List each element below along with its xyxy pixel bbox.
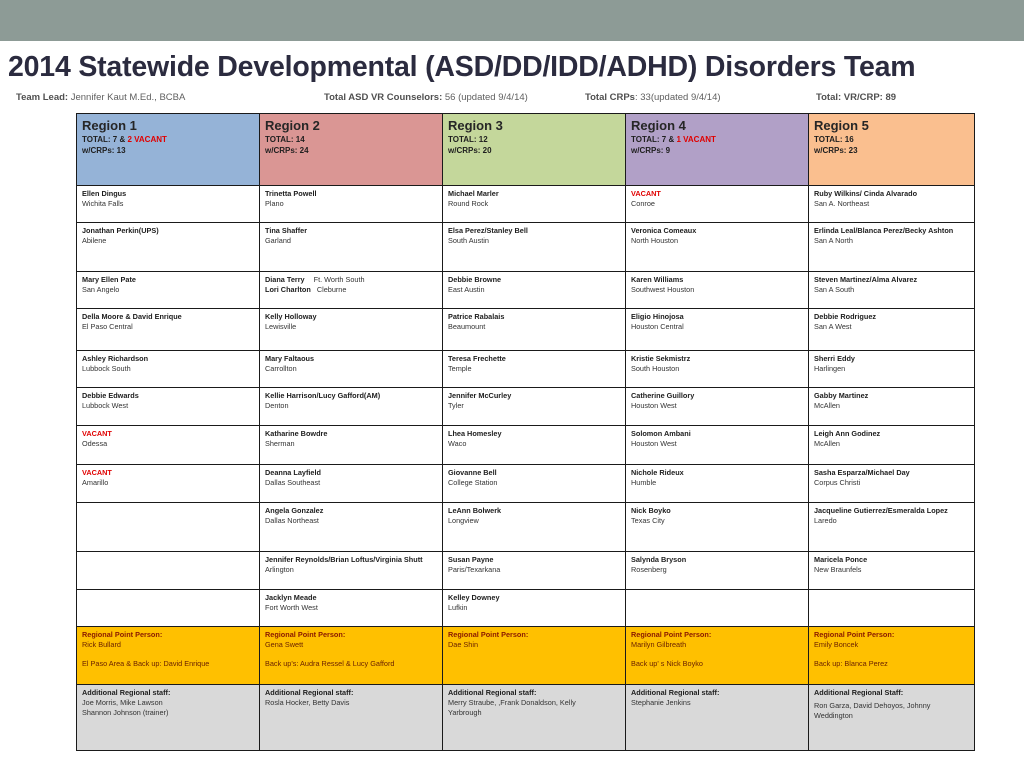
counselor-location: Beaumount (448, 322, 486, 332)
regions-table-body (77, 114, 975, 751)
staff-cell (809, 186, 975, 223)
counselor-name: LeAnn Bolwerk (448, 506, 502, 515)
counselor-name: Leigh Ann Godinez (814, 429, 881, 438)
counselor-location: Dallas Southeast (265, 478, 321, 488)
counselor-name: Mary Ellen Pate (82, 275, 136, 284)
counselor-name: Ellen Dingus (82, 189, 127, 198)
counselor-name: Kristie Sekmistrz (631, 354, 691, 363)
additional-staff-names-cont: Shannon Johnson (trainer) (82, 708, 169, 718)
point-person-name: Dae Shin (448, 640, 479, 650)
counselor-name (265, 275, 437, 285)
staff-cell (443, 388, 626, 426)
counselor-name: VACANT (82, 429, 112, 438)
counselor-name: Kellie Harrison/Lucy Gafford(AM) (265, 391, 381, 400)
counselor-location: Odessa (82, 439, 108, 449)
staff-cell (77, 590, 260, 627)
staff-cell (77, 465, 260, 503)
counselor-location: Garland (265, 236, 291, 246)
point-person-cell (443, 627, 626, 685)
crps-total: Total CRPs: 33(updated 9/4/14) (585, 92, 721, 103)
region-name: Region 4 (631, 118, 686, 133)
staff-cell (260, 223, 443, 272)
spacer (814, 650, 969, 659)
counselor-location: Laredo (814, 516, 837, 526)
staff-cell (260, 272, 443, 309)
staff-cell (809, 590, 975, 627)
additional-staff-row (77, 685, 975, 751)
point-person-label: Regional Point Person: (265, 630, 346, 639)
counselor-name: Gabby Martinez (814, 391, 869, 400)
counselor-name: Debbie Browne (448, 275, 502, 284)
staff-cell (260, 503, 443, 552)
counselor-location: Round Rock (448, 199, 489, 209)
staff-cell (626, 426, 809, 465)
counselor-name: Eligio Hinojosa (631, 312, 684, 321)
point-person-cell (260, 627, 443, 685)
additional-staff-cell (626, 685, 809, 751)
point-person-cell (77, 627, 260, 685)
counselor-location: Houston Central (631, 322, 684, 332)
staff-cell (443, 223, 626, 272)
point-person-name: Emily Boncek (814, 640, 859, 650)
counselor-location: Ft. Worth South (313, 275, 365, 284)
point-person-name: Rick Bullard (82, 640, 121, 650)
staff-cell (626, 223, 809, 272)
staff-cell (77, 351, 260, 388)
counselor-name: Karen Williams (631, 275, 684, 284)
spacer (265, 650, 437, 659)
region-header-cell (77, 114, 260, 186)
staff-cell (443, 503, 626, 552)
point-person-label: Regional Point Person: (448, 630, 529, 639)
spacer (82, 650, 254, 659)
additional-staff-names: Joe Morris, Mike Lawson (82, 698, 163, 708)
counselor-name: Giovanne Bell (448, 468, 497, 477)
staff-cell (260, 426, 443, 465)
staff-cell (77, 552, 260, 590)
counselor-name: Solomon Ambani (631, 429, 691, 438)
staff-cell (809, 272, 975, 309)
counselor-name: Tina Shaffer (265, 226, 308, 235)
region-crps: w/CRPs: 20 (448, 146, 492, 155)
counselor-location: Sherman (265, 439, 295, 449)
staff-cell (809, 351, 975, 388)
staff-cell (626, 552, 809, 590)
staff-row (77, 388, 975, 426)
staff-cell (77, 388, 260, 426)
counselor-location: Amarillo (82, 478, 109, 488)
additional-staff-cell (260, 685, 443, 751)
counselor-name: Jennifer Reynolds/Brian Loftus/Virginia Shutt (265, 555, 423, 564)
counselor-location: Harlingen (814, 364, 846, 374)
staff-cell (626, 388, 809, 426)
staff-cell (809, 426, 975, 465)
staff-cell (260, 186, 443, 223)
spacer (631, 650, 803, 659)
counselor-name: Ashley Richardson (82, 354, 149, 363)
staff-cell (77, 426, 260, 465)
staff-cell (260, 590, 443, 627)
region-total: TOTAL: 7 & (82, 135, 128, 144)
region-name: Region 5 (814, 118, 869, 133)
region-name: Region 1 (82, 118, 137, 133)
region-total: TOTAL: 14 (265, 135, 305, 144)
additional-staff-label: Additional Regional staff: (631, 688, 720, 697)
additional-staff-names: Ron Garza, David Dehoyos, Johnny (814, 701, 931, 711)
counselor-location: San A. Northeast (814, 199, 870, 209)
staff-row (77, 590, 975, 627)
counselor-location: Cleburne (316, 285, 347, 295)
staff-cell (626, 351, 809, 388)
counselor-name: Diana Terry (265, 275, 305, 284)
counselor-name: Sasha Esparza/Michael Day (814, 468, 910, 477)
point-person-name: Marilyn Gilbreath (631, 640, 687, 650)
point-person-label: Regional Point Person: (814, 630, 895, 639)
counselor-location: Lewisville (265, 322, 297, 332)
counselor-name: VACANT (631, 189, 661, 198)
counselor-location: Carrollton (265, 364, 297, 374)
counselor-name: Lori Charlton (265, 285, 311, 295)
point-person-backup: Back up: Blanca Perez (814, 659, 888, 669)
additional-staff-names: Stephanie Jenkins (631, 698, 691, 708)
counselor-location: Corpus Christi (814, 478, 861, 488)
staff-cell (809, 309, 975, 351)
top-banner (0, 0, 1024, 41)
counselor-name: Jonathan Perkin(UPS) (82, 226, 159, 235)
staff-cell (809, 223, 975, 272)
additional-staff-cell (443, 685, 626, 751)
additional-staff-label: Additional Regional staff: (265, 688, 354, 697)
staff-cell (626, 272, 809, 309)
staff-cell (260, 309, 443, 351)
region-header-cell (443, 114, 626, 186)
counselor-location: Houston West (631, 439, 677, 449)
point-person-backup: El Paso Area & Back up: David Enrique (82, 659, 210, 669)
staff-row (77, 503, 975, 552)
counselor-location: San A West (814, 322, 852, 332)
region-crps: w/CRPs: 23 (814, 146, 858, 155)
region-vacant-count: 2 VACANT (127, 135, 167, 144)
point-person-label: Regional Point Person: (82, 630, 163, 639)
counselor-location: McAllen (814, 439, 840, 449)
counselor-location: Temple (448, 364, 472, 374)
region-crps: w/CRPs: 9 (631, 146, 671, 155)
staff-cell (77, 223, 260, 272)
additional-staff-cell (77, 685, 260, 751)
region-crps: w/CRPs: 24 (265, 146, 309, 155)
counselor-location: Wichita Falls (82, 199, 124, 209)
counselor-name: Mary Faltaous (265, 354, 315, 363)
staff-cell (443, 186, 626, 223)
counselor-name: Nichole Rideux (631, 468, 684, 477)
counselor-location: Southwest Houston (631, 285, 695, 295)
counselor-location: Arlington (265, 565, 294, 575)
counselor-location: Texas City (631, 516, 665, 526)
staff-cell (260, 552, 443, 590)
staff-cell (443, 552, 626, 590)
region-vacant-count: 1 VACANT (676, 135, 716, 144)
additional-staff-names: Rosla Hocker, Betty Davis (265, 698, 350, 708)
counselor-name: Lhea Homesley (448, 429, 502, 438)
counselor-location: Humble (631, 478, 657, 488)
region-total: TOTAL: 12 (448, 135, 488, 144)
staff-row (77, 465, 975, 503)
counselor-name: Ruby Wilkins/ Cinda Alvarado (814, 189, 918, 198)
staff-cell (626, 465, 809, 503)
staff-row (77, 426, 975, 465)
counselor-name: Veronica Comeaux (631, 226, 697, 235)
staff-cell (260, 351, 443, 388)
region-header-cell (626, 114, 809, 186)
staff-cell (443, 309, 626, 351)
staff-cell (809, 388, 975, 426)
staff-cell (809, 465, 975, 503)
counselor-name: Jennifer McCurley (448, 391, 512, 400)
staff-row (77, 223, 975, 272)
counselor-location: Denton (265, 401, 289, 411)
point-person-backup: Back up' s Nick Boyko (631, 659, 703, 669)
additional-staff-cell (809, 685, 975, 751)
staff-cell (77, 272, 260, 309)
additional-staff-names-cont: Yarbrough (448, 708, 482, 718)
counselor-location: Waco (448, 439, 467, 449)
point-person-row (77, 627, 975, 685)
point-person-cell (626, 627, 809, 685)
counselor-location: Abilene (82, 236, 107, 246)
staff-cell (260, 388, 443, 426)
point-person-name: Gena Swett (265, 640, 304, 650)
staff-row (77, 309, 975, 351)
counselor-name: Kelley Downey (448, 593, 500, 602)
counselor-location: Lufkin (448, 603, 468, 613)
staff-row (77, 186, 975, 223)
vr-crp-total: Total: VR/CRP: 89 (816, 92, 897, 103)
counselor-name: Susan Payne (448, 555, 494, 564)
staff-cell (809, 552, 975, 590)
region-header-row (77, 114, 975, 186)
staff-cell (626, 309, 809, 351)
counselor-name: Teresa Frechette (448, 354, 506, 363)
point-person-backup: Back up's: Audra Ressel & Lucy Gafford (265, 659, 395, 669)
counselor-name: Jacklyn Meade (265, 593, 317, 602)
counselor-name: Steven Martinez/Alma Alvarez (814, 275, 918, 284)
counselor-location: Tyler (448, 401, 464, 411)
regions-table (76, 113, 975, 751)
counselor-name: VACANT (82, 468, 112, 477)
counselor-name: Nick Boyko (631, 506, 671, 515)
staff-cell (443, 465, 626, 503)
counselor-name-2 (265, 285, 437, 295)
staff-cell (443, 351, 626, 388)
staff-row (77, 552, 975, 590)
counselor-name: Deanna Layfield (265, 468, 321, 477)
additional-staff-label: Additional Regional staff: (448, 688, 537, 697)
counselor-name: Debbie Edwards (82, 391, 139, 400)
counselor-location: Longview (448, 516, 479, 526)
counselor-location: North Houston (631, 236, 679, 246)
counselor-location: Paris/Texarkana (448, 565, 501, 575)
region-header-cell (809, 114, 975, 186)
counselor-name: Katharine Bowdre (265, 429, 328, 438)
additional-staff-label: Additional Regional Staff: (814, 688, 904, 697)
counselor-name: Della Moore & David Enrique (82, 312, 182, 321)
staff-cell (443, 272, 626, 309)
counselor-location: South Austin (448, 236, 489, 246)
counselor-location: Fort Worth West (265, 603, 318, 613)
counselor-location: Lubbock South (82, 364, 131, 374)
counselor-location: Rosenberg (631, 565, 667, 575)
counselor-name: Jacqueline Gutierrez/Esmeralda Lopez (814, 506, 948, 515)
counselor-name: Angela Gonzalez (265, 506, 324, 515)
staff-cell (443, 426, 626, 465)
counselor-location: El Paso Central (82, 322, 133, 332)
team-lead: Team Lead: Jennifer Kaut M.Ed., BCBA (16, 92, 186, 103)
counselor-location: Houston West (631, 401, 677, 411)
counselor-location: New Braunfels (814, 565, 862, 575)
staff-cell (809, 503, 975, 552)
counselor-name: Maricela Ponce (814, 555, 868, 564)
staff-row (77, 272, 975, 309)
point-person-cell (809, 627, 975, 685)
counselors-total: Total ASD VR Counselors: 56 (updated 9/4/14) (324, 92, 528, 103)
counselor-location: Lubbock West (82, 401, 129, 411)
staff-cell (77, 503, 260, 552)
staff-cell (77, 186, 260, 223)
counselor-name: Erlinda Leal/Blanca Perez/Becky Ashton (814, 226, 954, 235)
additional-staff-names-cont: Weddington (814, 711, 853, 721)
counselor-location: Plano (265, 199, 284, 209)
region-name: Region 3 (448, 118, 503, 133)
counselor-name: Patrice Rabalais (448, 312, 505, 321)
region-name: Region 2 (265, 118, 320, 133)
counselor-location: Dallas Northeast (265, 516, 319, 526)
page-title: 2014 Statewide Developmental (ASD/DD/IDD/ADHD) Disorders Team (8, 51, 916, 83)
staff-row (77, 351, 975, 388)
additional-staff-label: Additional Regional staff: (82, 688, 171, 697)
counselor-location: San Angelo (82, 285, 120, 295)
counselor-name: Sherri Eddy (814, 354, 855, 363)
region-total: TOTAL: 16 (814, 135, 854, 144)
region-crps: w/CRPs: 13 (82, 146, 126, 155)
counselor-location: East Austin (448, 285, 485, 295)
staff-cell (260, 465, 443, 503)
staff-cell (443, 590, 626, 627)
point-person-label: Regional Point Person: (631, 630, 712, 639)
staff-cell (626, 503, 809, 552)
counselor-name: Elsa Perez/Stanley Bell (448, 226, 528, 235)
staff-cell (626, 186, 809, 223)
staff-cell (626, 590, 809, 627)
additional-staff-names: Merry Straube, ,Frank Donaldson, Kelly (448, 698, 576, 708)
counselor-location: South Houston (631, 364, 680, 374)
staff-cell (77, 309, 260, 351)
counselor-location: San A South (814, 285, 855, 295)
region-header-cell (260, 114, 443, 186)
counselor-name: Salynda Bryson (631, 555, 687, 564)
counselor-location: San A North (814, 236, 853, 246)
counselor-location: Conroe (631, 199, 655, 209)
counselor-location: McAllen (814, 401, 840, 411)
counselor-name: Michael Marler (448, 189, 499, 198)
counselor-name: Debbie Rodriguez (814, 312, 877, 321)
counselor-name: Kelly Holloway (265, 312, 317, 321)
counselor-name: Catherine Guillory (631, 391, 695, 400)
counselor-location: College Station (448, 478, 498, 488)
counselor-name: Trinetta Powell (265, 189, 317, 198)
region-total: TOTAL: 7 & (631, 135, 677, 144)
